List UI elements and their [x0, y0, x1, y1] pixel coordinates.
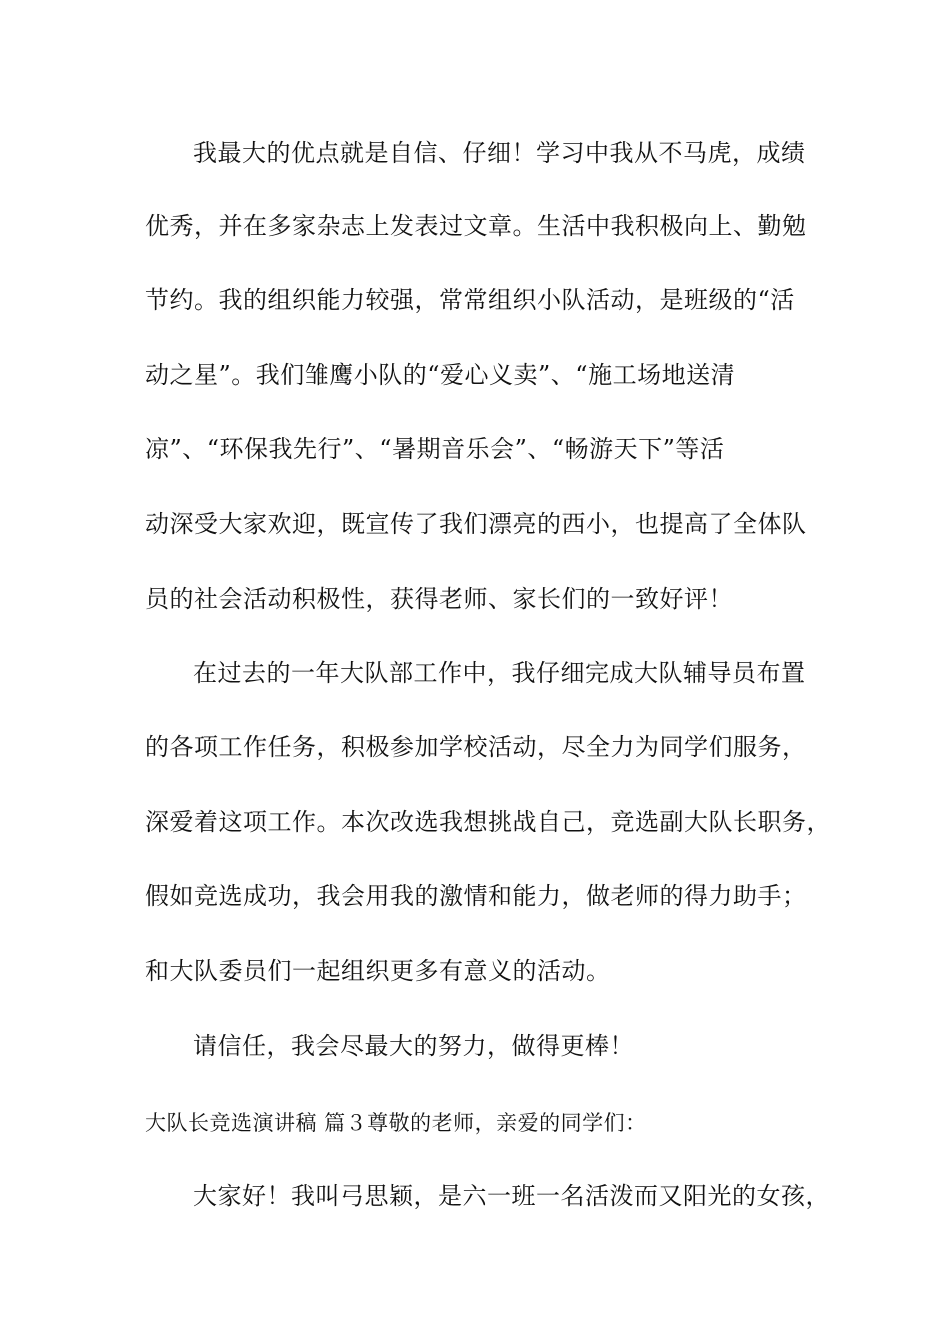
paragraph-2-line-3: 深爱着这项工作。本次改选我想挑战自己，竞选副大队长职务，: [145, 808, 831, 836]
paragraph-2-line-2: 的各项工作任务，积极参加学校活动，尽全力为同学们服务，: [145, 733, 807, 761]
paragraph-1-line-1: 我最大的优点就是自信、仔细！学习中我从不马虎，成绩: [193, 139, 806, 167]
paragraph-2-line-4: 假如竞选成功，我会用我的激情和能力，做老师的得力助手；: [145, 882, 807, 910]
paragraph-5-line-1: 大家好！我叫弓思颖，是六一班一名活泼而又阳光的女孩，: [193, 1182, 830, 1210]
paragraph-1-line-4: 动之星”。我们雏鹰小队的“爱心义卖”、“施工场地送清: [145, 361, 736, 389]
paragraph-1-line-7: 员的社会活动积极性，获得老师、家长们的一致好评！: [145, 585, 733, 613]
paragraph-2-line-5: 和大队委员们一起组织更多有意义的活动。: [145, 957, 611, 985]
paragraph-3-line-1: 请信任，我会尽最大的努力，做得更棒！: [193, 1032, 634, 1060]
paragraph-1-line-5: 凉”、“环保我先行”、“暑期音乐会”、“畅游天下”等活: [145, 435, 725, 463]
section-heading: 大队长竞选演讲稿 篇３尊敬的老师，亲爱的同学们：: [145, 1111, 647, 1135]
paragraph-1-line-6: 动深受大家欢迎，既宣传了我们漂亮的西小，也提高了全体队: [145, 510, 807, 538]
paragraph-1-line-3: 节约。我的组织能力较强，常常组织小队活动，是班级的“活: [145, 286, 795, 314]
paragraph-2-line-1: 在过去的一年大队部工作中，我仔细完成大队辅导员布置: [193, 659, 806, 687]
paragraph-1-line-2: 优秀，并在多家杂志上发表过文章。生活中我积极向上、勤勉: [145, 212, 807, 240]
